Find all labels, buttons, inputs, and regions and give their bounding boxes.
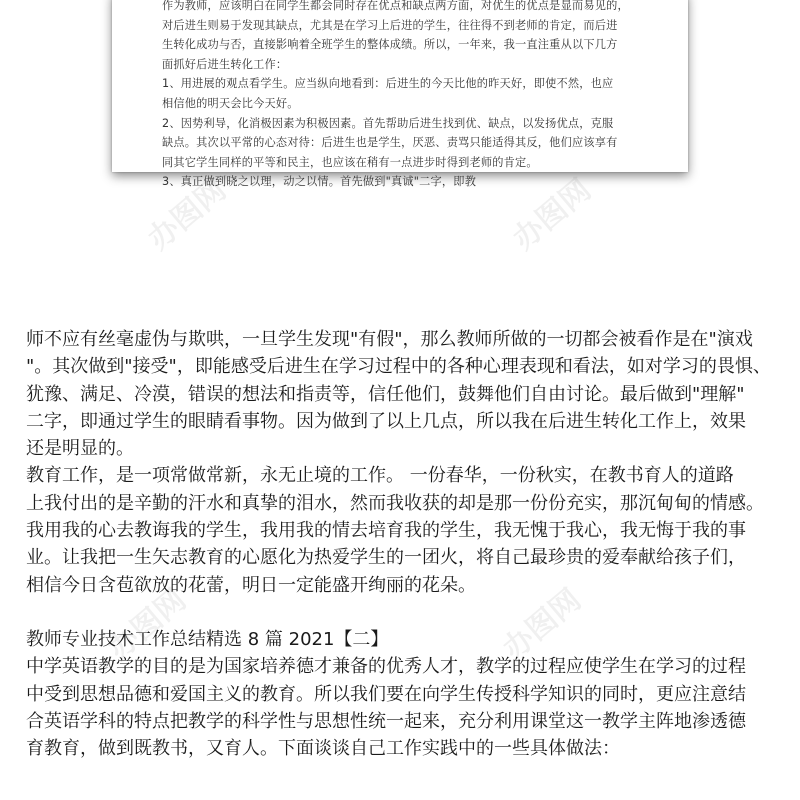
card-line: 1、用进展的观点看学生。应当纵向地看到：后进生的今天比他的昨天好，即使不然，也应 xyxy=(162,77,614,91)
paragraph-line: 我用我的心去教诲我的学生，我用我的情去培育我的学生，我无愧于我心，我无悔于我的事 xyxy=(26,520,746,542)
watermark: 办图网 xyxy=(506,172,598,258)
paragraph-line: 相信今日含苞欲放的花蕾，明日一定能盛开绚丽的花朵。 xyxy=(26,574,476,596)
card-line: 面抓好后进生转化工作： xyxy=(162,57,288,71)
embedded-page-card xyxy=(112,0,688,189)
card-line: 相信他的明天会比今天好。 xyxy=(162,96,299,110)
card-line: 2、因势利导，化消极因素为积极因素。首先帮助后进生找到优、缺点，以发扬优点，克服 xyxy=(162,116,614,130)
paragraph-line: 师不应有丝毫虚伪与欺哄，一旦学生发现"有假"，那么教师所做的一切都会被看作是在"演戏 xyxy=(26,329,753,350)
paragraph-line: 教育工作，是一项常做常新，永无止境的工作。 一份春华，一份秋实，在教书育人的道路 xyxy=(26,465,734,487)
watermark: 办图网 xyxy=(141,172,233,258)
watermark: 办图网 xyxy=(101,582,193,668)
paragraph-line: 还是明显的。 xyxy=(26,438,134,460)
card-line: 对后进生则易于发现其缺点，尤其是在学习上后进的学生，往往得不到老师的肯定，而后进 xyxy=(162,18,618,32)
card-line: 3、真正做到晓之以理，动之以情。首先做到"真诚"二字，即教 xyxy=(162,175,477,189)
paragraph-line: 中受到思想品德和爱国主义的教育。所以我们要在向学生传授科学知识的同时，更应注意结 xyxy=(26,683,746,705)
paragraph-line: 育教育，做到既教书，又育人。下面谈谈自己工作实践中的一些具体做法： xyxy=(26,738,620,760)
paragraph-gap xyxy=(26,599,778,626)
paragraph-line: 中学英语教学的目的是为国家培养德才兼备的优秀人才，教学的过程应使学生在学习的过程 xyxy=(26,656,746,678)
card-line: 作为教师，应该明白在同学生都会同时存在优点和缺点两方面，对优生的优点是显而易见的， xyxy=(162,0,629,12)
paragraph-line: 上我付出的是辛勤的汗水和真挚的泪水，然而我收获的却是那一份份充实，那沉甸甸的情感。 xyxy=(26,492,764,514)
paragraph-line: 犹豫、满足、冷漠，错误的想法和指责等，信任他们，鼓舞他们自由讨论。最后做到"理解" xyxy=(26,383,745,405)
paragraph-line: "。其次做到"接受"，即能感受后进生在学习过程中的各种心理表现和看法，如对学习的畏惧、 xyxy=(26,356,771,378)
card-line: 同其它学生同样的平等和民主，也应该在稍有一点进步时得到老师的肯定。 xyxy=(162,155,538,169)
section-heading: 教师专业技术工作总结精选 8 篇 2021【二】 xyxy=(26,628,389,650)
card-line: 缺点。其次以平常的心态对待：后进生也是学生，厌恶、责骂只能适得其反，他们应该享有 xyxy=(162,136,618,150)
paragraph-line: 合英语学科的特点把教学的科学性与思想性统一起来，充分利用课堂这一教学主阵地渗透德 xyxy=(26,710,746,732)
watermark: 办图网 xyxy=(496,582,588,668)
paragraph-line: 业。让我把一生矢志教育的心愿化为热爱学生的一团火，将自己最珍贵的爱奉献给孩子们， xyxy=(26,547,746,569)
card-line: 生转化成功与否，直接影响着全班学生的整体成绩。所以，一年来，我一直注重从以下几方 xyxy=(162,38,618,52)
article-body xyxy=(26,326,778,762)
paragraph-line: 二字，即通过学生的眼睛看事物。因为做到了以上几点，所以我在后进生转化工作上，效果 xyxy=(26,410,746,432)
card-text xyxy=(162,0,662,192)
